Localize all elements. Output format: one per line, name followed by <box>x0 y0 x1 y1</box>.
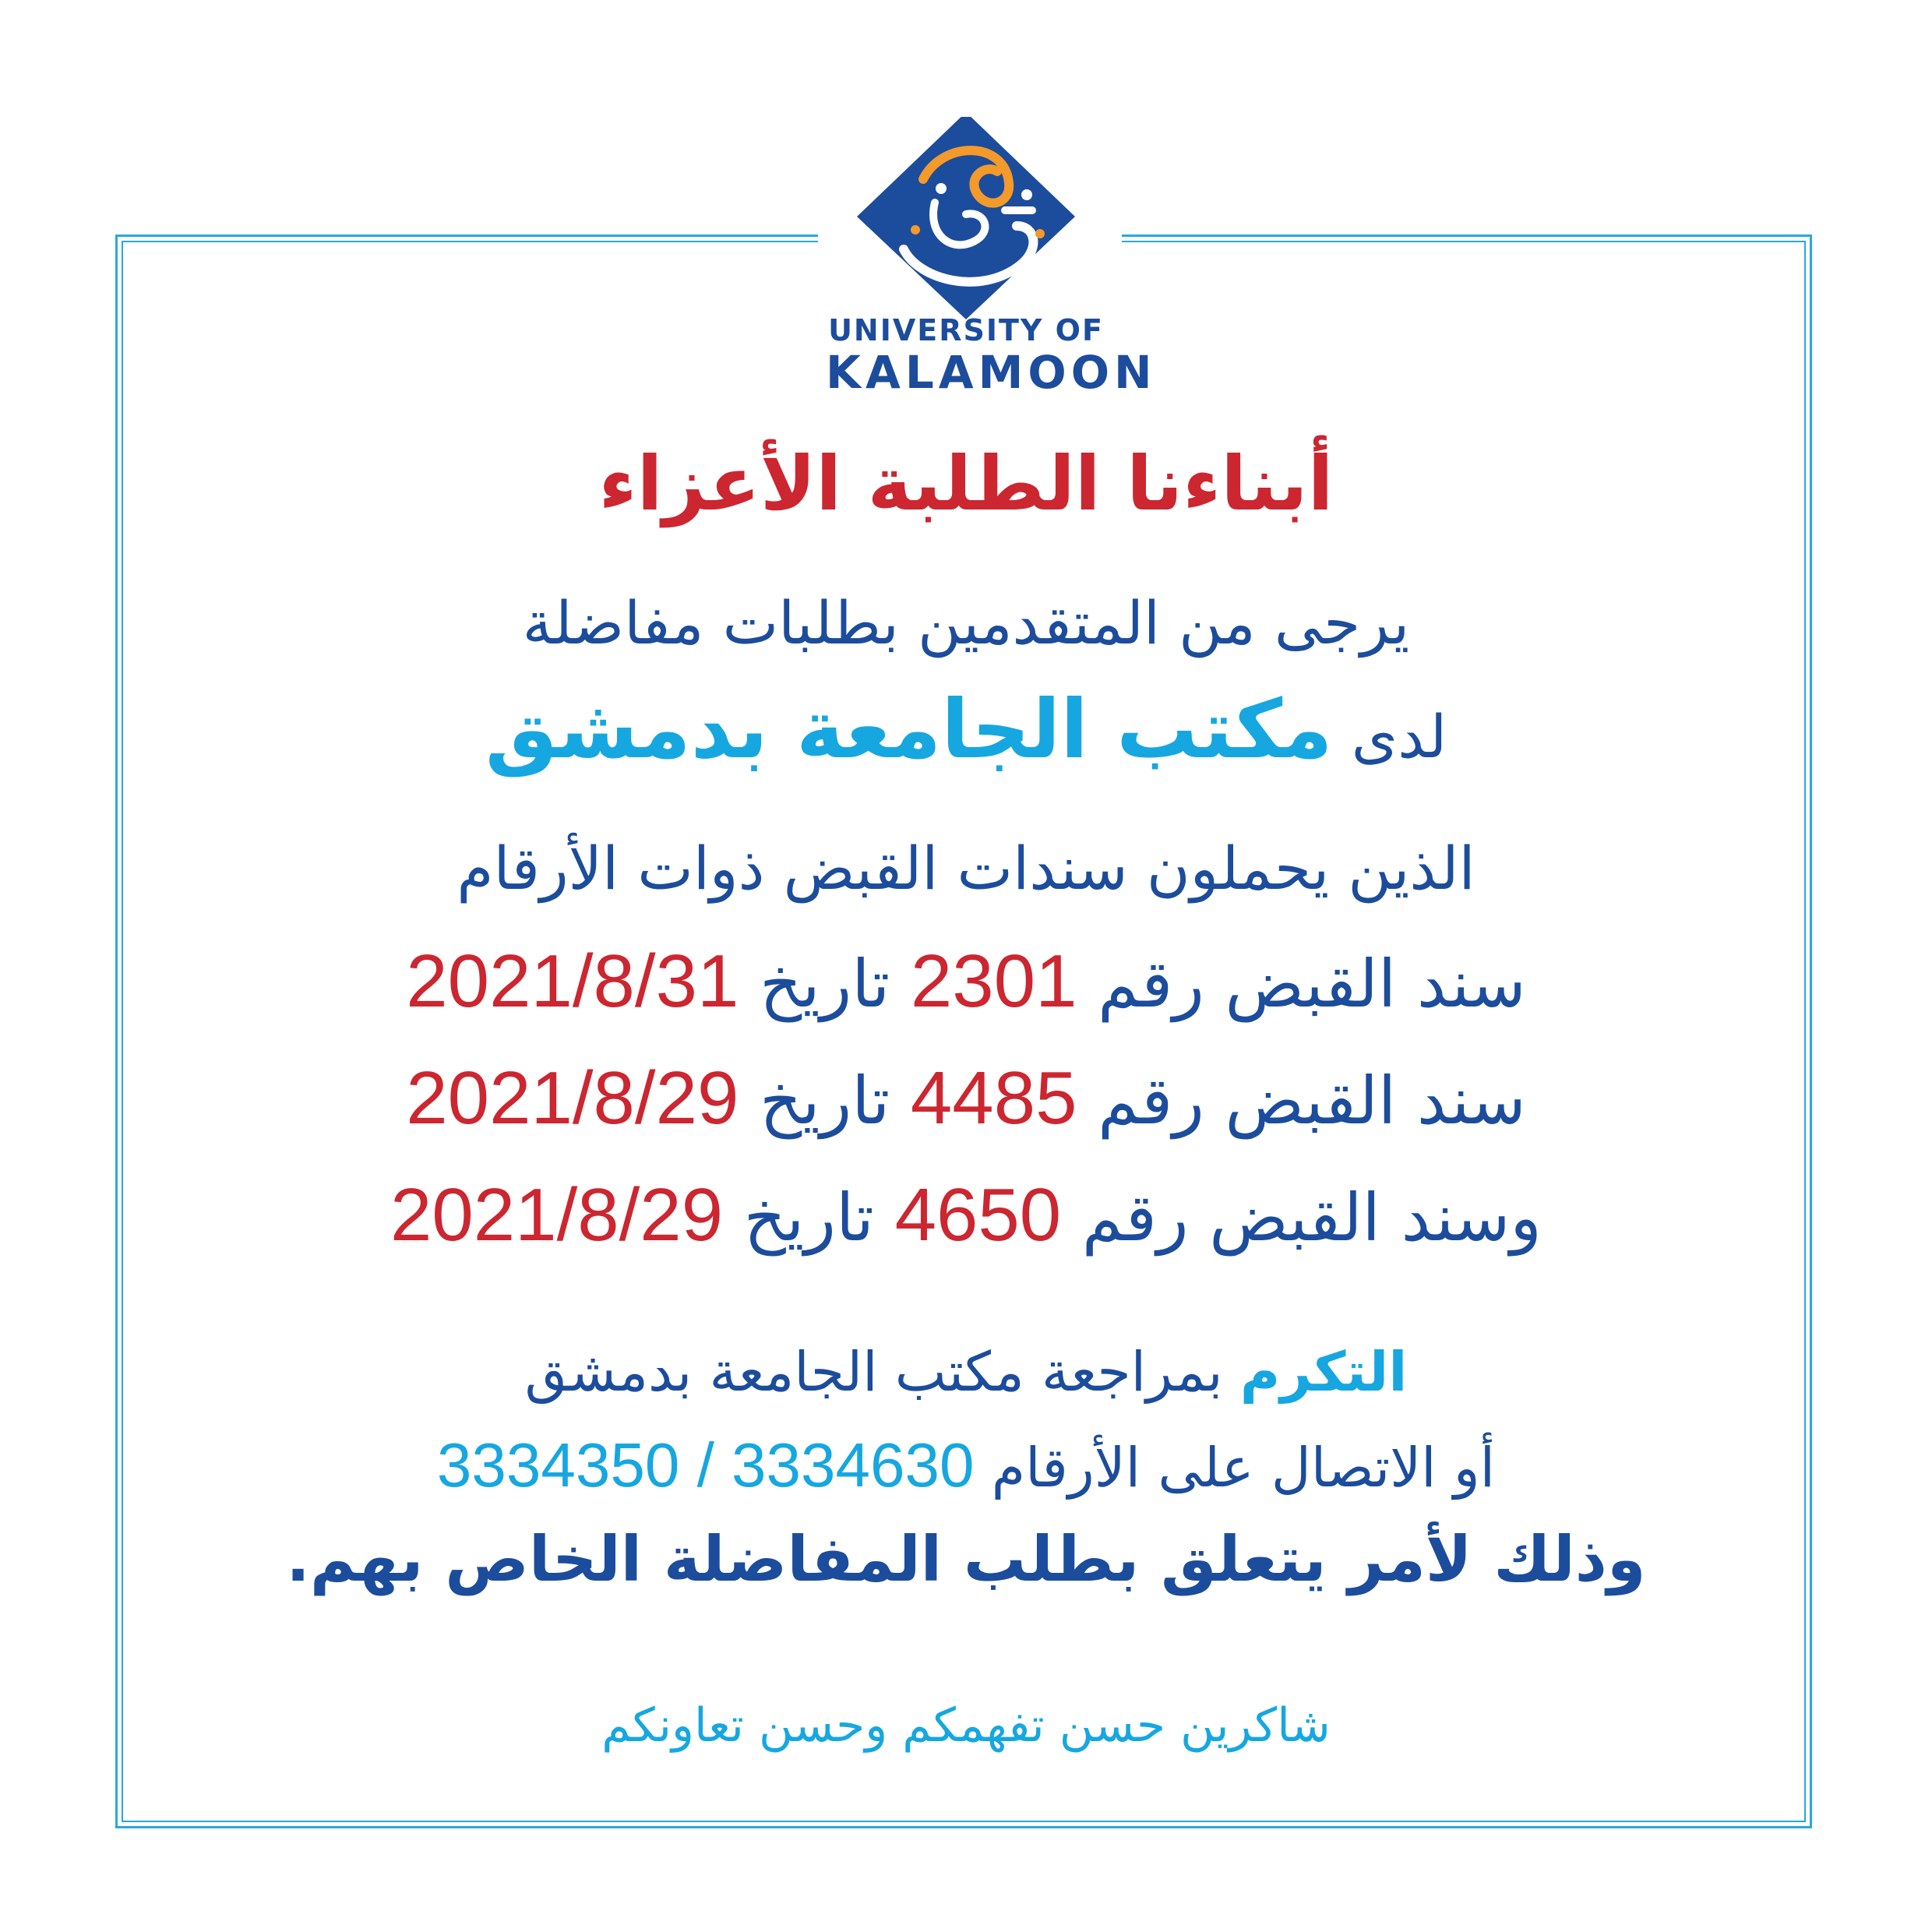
receipt-number: 4650 <box>894 1173 1062 1257</box>
receipt-label: وسند القبض رقم <box>1081 1179 1542 1256</box>
phone-separator: / <box>696 1430 714 1500</box>
logo-english-line2: KALAMOON <box>826 346 1157 399</box>
logo-text <box>826 313 1157 399</box>
receipt-date-label: تاريخ <box>760 1063 890 1139</box>
contact-text: أو الاتصال على الأرقام <box>991 1436 1496 1500</box>
receipt-row <box>156 1172 1776 1258</box>
line-purpose: وذلك لأمر يتعلق بطلب المفاضلة الخاص بهم. <box>286 1523 1646 1595</box>
line-office <box>156 682 1776 777</box>
office-prefix: لدى <box>1351 702 1447 771</box>
receipt-number: 4485 <box>910 1056 1077 1140</box>
emphasis-word: التكرم <box>1239 1340 1408 1404</box>
receipt-date: 2021/8/29 <box>390 1173 724 1257</box>
line-contact <box>156 1430 1776 1501</box>
receipt-date-label: تاريخ <box>760 946 890 1022</box>
line-visit-office <box>156 1340 1776 1404</box>
receipt-date-label: تاريخ <box>743 1179 874 1256</box>
phone-number-2: 3334630 <box>732 1430 975 1500</box>
phone-number-1: 3334350 <box>436 1430 680 1500</box>
visit-text: بمراجعة مكتب الجامعة بدمشق <box>524 1340 1223 1404</box>
receipt-label: سند القبض رقم <box>1098 1063 1526 1139</box>
logo-english-line1: UNIVERSITY OF <box>828 313 1104 347</box>
receipt-number: 2301 <box>910 940 1077 1023</box>
receipt-row <box>156 939 1776 1024</box>
line-receipts-intro: الذين يحملون سندات القبض ذوات الأرقام <box>457 834 1475 903</box>
line-applicants: يرجى من المتقدمين بطلبات مفاضلة <box>522 588 1410 658</box>
receipt-date: 2021/8/31 <box>406 940 739 1023</box>
office-name: مكتب الجامعة بدمشق <box>485 682 1333 777</box>
receipt-label: سند القبض رقم <box>1098 946 1526 1022</box>
receipt-row <box>156 1056 1776 1141</box>
thanks-line: شاكرين حسن تفهمكم وحسن تعاونكم <box>601 1698 1331 1753</box>
phone-numbers <box>437 1430 975 1500</box>
announcement-title: أبناءنا الطلبة الأعزاء <box>598 440 1334 527</box>
receipt-date: 2021/8/29 <box>406 1056 739 1140</box>
logo-arabic-text: جامعة القلمون <box>966 226 971 227</box>
